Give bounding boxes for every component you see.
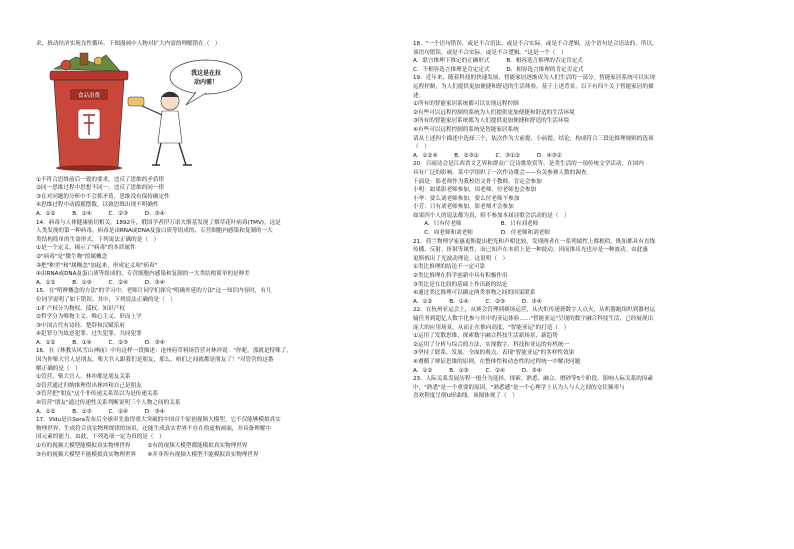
q20-stem-1: 20．百雨诗会是江西省文艺界和群众广泛诗歌欣赏等，是类生活的一项传统文学活动，在国内 <box>413 161 644 168</box>
q14-option-1: ①是一个定义，揭示了"病毒"的本质属性 <box>36 245 136 252</box>
q14-choices: A．①② B．①③ C．②④ D．③④ <box>36 279 165 286</box>
q13-option-2: ②同一思维过程中思想不同一，违反了思维的同一律 <box>36 185 165 192</box>
q21-stem-3: 更斯推出了光波动理论。这说明（ ） <box>413 255 509 262</box>
q17-stem-1: 17．Vidu是自Sora发布后全球率先取得重大突破的中国首个原创视频大模型。它不仅能够模拟真实 <box>36 417 281 424</box>
q15-option-3: ③中国古代有诗经、楚辞和汉赋乐府 <box>36 322 125 329</box>
q20-stem-2: 具有广泛的影响。某中学组织了一次作诗歌会——有关参赛人数的调查。 <box>413 169 593 176</box>
q20-choices-ab: A．只有付老师 B．只有刘老师 <box>413 221 539 228</box>
q23-stem-1: 23．人际关系发展历程一般分为选择、探索、熟悉、融合、磨砂等5个阶段。影响人际关系的因素 <box>413 376 654 383</box>
q16-stem-3: 解正确的是（ ） <box>36 365 81 372</box>
q21-stem-1: 21．荷兰物理学家惠更斯提出把光和声相比较，发现两者在一系列属性上都相似，既知都具有直线 <box>413 238 656 245</box>
q21-choices: A．①② B．①④ C．②③ D．③④ <box>413 298 542 305</box>
q19-stem-3: 述： <box>413 92 425 99</box>
q19-stem-2: 远程控制，为人们提供更加便捷和舒适的生活体验。基于上述背景，以下有四个关于智能家居的描 <box>413 83 654 90</box>
speech-bubble <box>170 60 242 105</box>
q19-option-1: ①所有的智能家居系统都可以实现远程控制 <box>413 101 519 108</box>
q20-question: 如果四个人的说法都为真，则不参加本届诗歌会活动的是（ ） <box>413 212 570 219</box>
q22-option-2: ②运用了分析与综合的方法，实现数字、科技和亚运的有机统一 <box>413 341 570 348</box>
q13-option-1: ①不符合思维前后一致的要求，违反了思维的矛盾律 <box>36 176 165 183</box>
can-label: 食品浪费 <box>77 92 101 99</box>
q16-choices: A．①② B．①③ C．②④ D．③④ <box>36 408 165 415</box>
q18-stem-2: 该语句错误，或是不合实际，或是不合逻辑。"这是一个（ ） <box>413 49 567 56</box>
q22-stem-3: 庞大的应用场景，从而正在推向高度，"智能亚运"的打造（ ） <box>413 324 570 331</box>
q22-option-4: ④遵循了辩证思维的原则，在整体性和动态性的过程统一中解决问题 <box>413 358 581 365</box>
cartoon-figure <box>36 51 386 173</box>
q17-stem-2: 物理世界，生成符合真实物理规律的场景，还能生成真实世界不存在的虚构画面，并具备理解中 <box>36 425 271 432</box>
q22-option-1: ①运用了发散思维，探索数字融合科技生活新场景、新趋势 <box>413 333 558 340</box>
q22-stem-2: 输任务到超亿人数字化参与其中的亚运体验……"智能亚运"呈现的数字融合科技生活，已经展现出 <box>413 316 654 322</box>
q14-stem-2: 人类发现的第一种病毒。病毒是由RNA或DNA及蛋白质等组成的、专营细胞内感染和复制的一大 <box>36 228 273 235</box>
q15-stem-1: 15．在"明辨概念的方法"的学习中，老师让同学们探究"明确外延的方法"这一知识内容时，有几 <box>36 288 272 295</box>
q16-stem-2: 因为你柴大官人是朋友，柴大官人跟我们是朋友，那么，咱们之间就都是朋友了！"对管营的这番 <box>36 357 274 364</box>
q13-option-4: ④思维过程中动摇摇摆数，以致思维出现不明确性 <box>36 202 159 209</box>
q19-stem-1: 19．近年来，随着科技的快速发展，智能家居逐渐成为人们生活的一部分。智能家居系统可以实现 <box>413 75 656 82</box>
q14-stem-1: 14．病毒与人体健康密切相关。1892年，俄国学者伊万诺夫斯基发现了烟草花叶病毒(TMV)，这是 <box>36 219 281 226</box>
q22-choices: A．①② B．①③ C．②④ D．③④ <box>413 367 542 374</box>
q15-option-4: ④犯罪分为故意犯罪、过失犯罪、共同犯罪 <box>36 331 142 338</box>
q15-stem-2: 位同学说明了如下错误。其中，下列说法正确的是（ ） <box>36 296 176 303</box>
q13-choices: A．①② B．①④ C．②③ D．③④ <box>36 210 165 217</box>
trash-can-icon <box>50 53 128 171</box>
bubble-line-2: 动内需！ <box>193 78 219 86</box>
q17-stem-3: 国元素的能力。由此，下列选项一定为真的是（ ） <box>36 434 165 441</box>
q18-choices-ab: A．联言推理下推定的正确形式 B．相容选言推理的否定肯定式 <box>413 58 583 65</box>
q23-stem-3: 喜欢程度呈倒U形曲线。该图体现了（ ） <box>413 393 518 400</box>
q21-option-1: ①类比推理的结论不一定可靠 <box>413 264 486 271</box>
q22-stem-1: 22．在杭州亚运会上，从赛会管理到赛场运营，从火炬传递到数字人点火，从机器跑组织到器材运 <box>413 307 656 314</box>
q22-option-3: ③坚持了联系、发展、全面的观点，表现"智能亚运"的多样性效果 <box>413 350 575 357</box>
q15-option-2: ②哲学分为唯物主义、唯心主义、形而上学 <box>36 314 142 321</box>
q13-intro: 求，推动经济实现良性循环。下图漫画中人物对扩大内需的理解错在（ ） <box>36 41 221 47</box>
right-column <box>413 40 767 401</box>
q16-stem-1: 16．在《林教头风雪山神庙》中有这样一段描述：沧州府草料场管营对林冲说："你呢，那就是特殊了， <box>36 348 292 355</box>
man-figure <box>128 92 192 165</box>
q19-choices: A．①②④ B．②③① C．③①② D．④③② <box>413 152 562 159</box>
q16-option-3: ③管营把"朋友"这个非传递关系误以为是传递关系 <box>36 391 159 398</box>
left-column <box>36 40 386 459</box>
q19-instruction: 请从上述四个描述中选择三个，依次作为大前提、小前提、结论，构成符合三段论推理规则的选项 <box>413 135 654 142</box>
q20-statement-1: 下面是：影老师作为我校语文骨干教师，肯定会参加 <box>413 178 542 185</box>
q19-blank: （ ） <box>413 144 430 151</box>
q14-option-2: ②"病毒"是"微生物"的属概念 <box>36 253 108 260</box>
bubble-line-1: 我这是在拉 <box>190 69 222 77</box>
q15-choices: A．①② B．①④ C．②③ D．③④ <box>36 339 165 346</box>
q16-option-1: ①管营、柴大官人、林冲都是朋友关系 <box>36 374 131 381</box>
q14-option-3: ③把"种差"和"属概念"加起来，形成定义项"病毒" <box>36 262 158 269</box>
q21-option-3: ③类比是在比较的基础上作出新的结论 <box>413 281 508 288</box>
q18-stem-1: 18．"一个语句错误，或是不合语法，或是不合实际，或是不合逻辑。这个语句是合语法的，所以， <box>413 41 658 47</box>
q16-option-2: ②管营通过归纳推理得出林冲和自己是朋友 <box>36 382 142 389</box>
cartoon-image <box>36 51 296 173</box>
q21-option-4: ④通过类比推理可以确定两类事物之间的因果联系 <box>413 290 536 297</box>
q14-option-4: ④由RNA或DNA及蛋白质等组成的、专营细胞内感染和复制的一大类结构简单的是种差 <box>36 271 250 278</box>
q15-option-1: ①扩产权分为物权、债权、知识产权 <box>36 305 125 312</box>
q13-option-3: ③在对问题的分析中不会抓矛盾，思维没有保持确定性 <box>36 193 170 200</box>
q21-stem-2: 传播、反射、折射等属性，而已知声在本质上是一种波动，因而推出光也应是一种波动。由此惠 <box>413 247 648 254</box>
q20-statement-2: 小明：如果影老师参加，周老师、付老师也会参加 <box>413 187 537 194</box>
q21-option-2: ②类比推理在科学创新中具有积极作用 <box>413 273 508 280</box>
q16-option-4: ④管营"朋友"通过传递性关系判断说明三个人物之间的关系 <box>36 400 181 407</box>
q17-option-row-1: ①有的视频大模型能模拟真实物理世界 ②有的视频大模型都能模拟真实物理世界 <box>36 443 248 449</box>
q23-stem-2: 中，"熟悉"是一个重要的原因，"熟悉感"是一个心理学上认为人与人之间的交往频率与 <box>413 384 625 391</box>
q18-choices-cd: C．不相容选言推理是肯定定式 D．相容选言推理的肯定否定式 <box>413 66 584 73</box>
q14-stem-3: 类结构简单的生命形式。下列说法正确的是（ ） <box>36 236 160 243</box>
q17-option-row-2: ③有的视频大模型不能模拟真实物理世界 ④并非所有视频大模型不能模拟真实物理世界 <box>36 451 259 458</box>
q20-statement-4: 小芳：只有刘老师参加，影老师才会参加 <box>413 204 514 211</box>
q19-option-3: ③所有的智能家居系统都为人们提供更加便捷和舒适的生活环境 <box>413 118 570 125</box>
q19-option-2: ②有些可以远程控制的系统为人们提供更加便捷和舒适的生活环境 <box>413 109 575 116</box>
q20-choices-cd: C．周老师和刘老师 D．付老师和刘老师 <box>413 230 550 237</box>
q19-option-4: ④有些可以远程控制的系统是智能家居系统 <box>413 126 519 133</box>
q20-statement-3: 小华：要么刘老师参加，要么付老师不参加 <box>413 195 520 202</box>
